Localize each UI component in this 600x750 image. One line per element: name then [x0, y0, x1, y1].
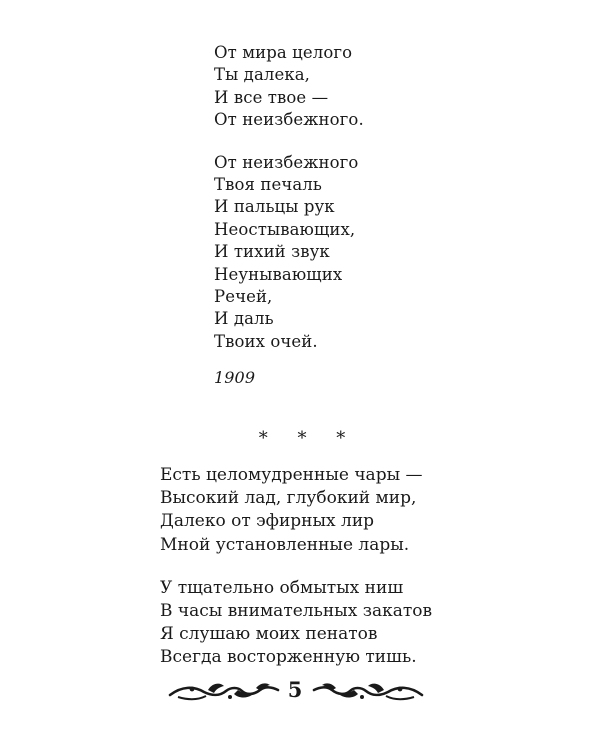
poem-line: Всегда восторженную тишь. — [160, 647, 417, 668]
poem-line: У тщательно обмытых ниш — [160, 577, 404, 598]
poem-line: Неостывающих, — [214, 219, 356, 239]
poem-line: От неизбежного — [214, 152, 359, 172]
poem-line: Далеко от эфирных лир — [160, 511, 375, 532]
poem-line: И все твое — — [214, 87, 329, 107]
ornament-right-icon — [312, 680, 424, 702]
poem-line: Ты далека, — [214, 65, 311, 85]
poem-line: Твоих очей. — [214, 331, 318, 351]
poem-date: 1909 — [214, 368, 256, 388]
poem-line: Я слушаю моих пенатов — [160, 624, 378, 645]
poem-first — [214, 42, 364, 390]
poem-line: Твоя печаль — [214, 175, 322, 195]
poem-line: Речей, — [214, 287, 273, 307]
poem-line: И пальцы рук — [214, 197, 335, 217]
poem-line: Высокий лад, глубокий мир, — [160, 488, 417, 509]
poem-second-stanza-1 — [160, 464, 432, 557]
poem-first-stanza-1 — [214, 42, 364, 132]
poem-first-stanza-2 — [214, 152, 364, 354]
poem-second — [160, 464, 432, 670]
poem-line: И тихий звук — [214, 242, 330, 262]
section-separator: * * * — [258, 428, 358, 449]
page-footer — [0, 676, 600, 708]
poem-line: Есть целомудренные чары — — [160, 465, 423, 485]
poem-line: Мной установленные лары. — [160, 534, 410, 555]
poem-line: От неизбежного. — [214, 110, 364, 130]
poem-line: В часы внимательных закатов — [160, 601, 433, 622]
poem-line: Неунывающих — [214, 264, 343, 284]
poem-line: От мира целого — [214, 43, 353, 62]
poem-second-stanza-2 — [160, 577, 432, 670]
ornament-left-icon — [168, 680, 280, 702]
page-number: 5 — [287, 677, 303, 702]
poem-line: И даль — [214, 309, 274, 329]
